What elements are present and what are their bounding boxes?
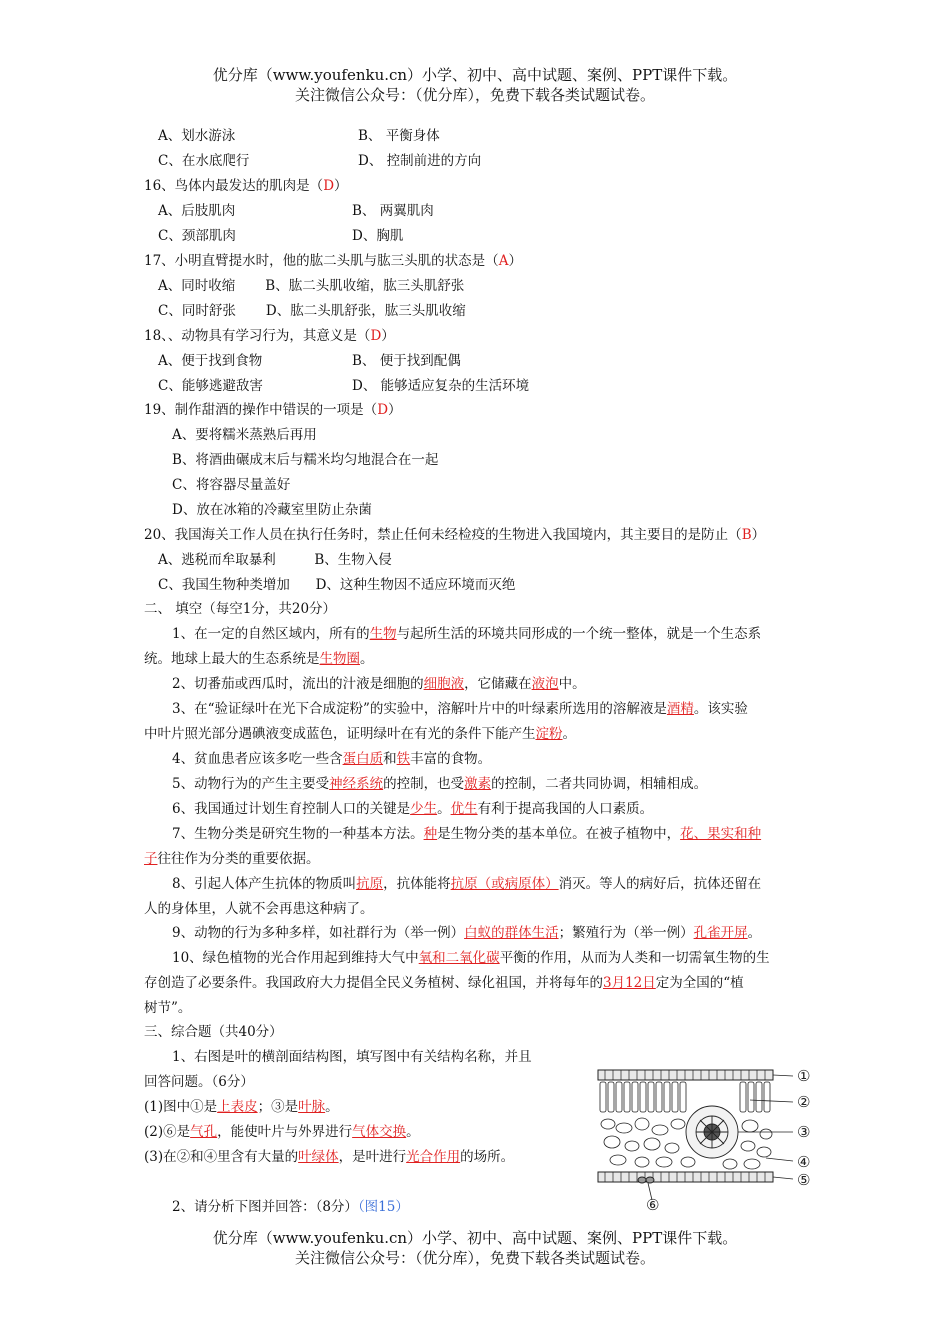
q18-option-a: A、便于找到食物 <box>158 353 263 369</box>
fill-2-answer-2: 液泡 <box>531 676 559 692</box>
q15-option-a: A、划水游泳 <box>158 128 236 144</box>
comp-1-part-3: (3)在②和④里含有大量的叶绿体，是叶进行光合作用的场所。 <box>144 1149 515 1165</box>
label-1: ① <box>797 1067 811 1085</box>
q17-answer: A <box>498 253 509 269</box>
fill-6-answer-1: 少生 <box>410 801 438 817</box>
fill-1-line-2: 统。地球上最大的生态系统是生物圈。 <box>144 651 374 667</box>
upper-epidermis <box>598 1070 773 1080</box>
q18-option-b: B、 便于找到配偶 <box>352 353 461 369</box>
q16-option-b: B、 两翼肌肉 <box>352 203 434 219</box>
fill-4-answer-1: 蛋白质 <box>342 751 384 767</box>
fill-7-answer-1: 种 <box>423 826 438 842</box>
footer-line-1: 优分库（www.youfenku.cn）小学、初中、高中试题、案例、PPT课件下载。 <box>212 1229 738 1247</box>
comp-1-answer-3: 气孔 <box>190 1124 218 1140</box>
footer-line-2: 关注微信公众号：（优分库），免费下载各类试题试卷。 <box>294 1249 655 1267</box>
fill-10-line-1: 10、绿色植物的光合作用起到维持大气中氧和二氧化碳平衡的作用，从而为人类和一切需氧生物的生 <box>172 950 770 966</box>
q19-stem: 19、制作甜酒的操作中错误的一项是（D） <box>144 402 402 418</box>
fill-2: 2、切番茄或西瓜时，流出的汁液是细胞的细胞液，它储藏在液泡中。 <box>172 676 586 692</box>
comp-2-stem: 2、请分析下图并回答：（8分）（图15） <box>172 1199 409 1215</box>
q20-stem: 20、我国海关工作人员在执行任务时，禁止任何未经检疫的生物进入我国境内，其主要目的是防止（B） <box>144 527 766 543</box>
label-2: ② <box>797 1093 811 1111</box>
page-header <box>0 65 950 105</box>
fill-10-answer-2: 3月12日 <box>603 975 656 991</box>
label-6: ⑥ <box>646 1196 660 1212</box>
q19-option-b: B、将酒曲碾成末后与糯米均匀地混合在一起 <box>172 452 439 468</box>
q15-option-c: C、在水底爬行 <box>158 153 250 169</box>
fill-9-answer-1: 白蚁的群体生活 <box>464 925 559 941</box>
comp-1-answer-6: 光合作用 <box>406 1149 461 1165</box>
comp-1-answer-1: 上表皮 <box>217 1099 258 1115</box>
fill-8-answer-2: 抗原（或病原体） <box>450 876 559 892</box>
q16-option-a: A、后肢肌肉 <box>158 203 236 219</box>
q19-answer: D <box>377 402 389 418</box>
q17-options-row-1: A、同时收缩 B、肱二头肌收缩，肱三头肌舒张 <box>158 278 465 294</box>
fill-8-line-2: 人的身体里，人就不会再患这种病了。 <box>144 901 374 917</box>
header-line-1: 优分库（www.youfenku.cn）小学、初中、高中试题、案例、PPT课件下载。 <box>212 66 738 84</box>
q15-option-b: B、 平衡身体 <box>358 128 440 144</box>
label-4: ④ <box>797 1153 811 1171</box>
comp-1-answer-5: 叶绿体 <box>298 1149 339 1165</box>
fill-8-answer-1: 抗原 <box>356 876 384 892</box>
q19-option-c: C、将容器尽量盖好 <box>172 477 291 493</box>
fill-6-answer-2: 优生 <box>450 801 478 817</box>
comp-1-answer-4: 气体交换 <box>352 1124 407 1140</box>
q16-option-d: D、胸肌 <box>352 228 404 244</box>
fill-1-answer-2: 生物圈 <box>319 651 360 667</box>
label-5: ⑤ <box>797 1171 811 1189</box>
fill-9-answer-2: 孔雀开屏 <box>693 925 748 941</box>
figure-reference: （图15） <box>357 1199 409 1215</box>
fill-5-answer-2: 激素 <box>464 776 492 792</box>
comp-1-stem-line-2: 回答问题。（6分） <box>144 1074 254 1090</box>
fill-9: 9、动物的行为多种多样，如社群行为（举一例）白蚁的群体生活；繁殖行为（举一例）孔雀开屏。 <box>172 925 762 941</box>
fill-1-answer-1: 生物 <box>369 626 397 642</box>
q20-options-row-1: A、逃税而牟取暴利 B、生物入侵 <box>158 552 392 568</box>
fill-5-answer-1: 神经系统 <box>329 776 384 792</box>
q18-option-c: C、能够逃避敌害 <box>158 378 263 394</box>
section-3-title: 三、综合题（共40分） <box>144 1024 283 1040</box>
q20-options-row-2: C、我国生物种类增加 D、这种生物因不适应环境而灭绝 <box>158 577 516 593</box>
fill-3-line-1: 3、在“验证绿叶在光下合成淀粉”的实验中，溶解叶片中的叶绿素所选用的溶解液是酒精。该实验 <box>172 701 748 717</box>
fill-10-answer-1: 氧和二氧化碳 <box>418 950 500 966</box>
q16-option-c: C、颈部肌肉 <box>158 228 236 244</box>
fill-7-answer-2a: 花、果实和种 <box>680 826 762 842</box>
q16-stem: 16、鸟体内最发达的肌肉是（D） <box>144 178 348 194</box>
fill-6: 6、我国通过计划生育控制人口的关键是少生。优生有利于提高我国的人口素质。 <box>172 801 654 817</box>
label-3: ③ <box>797 1123 811 1141</box>
q17-stem: 17、小明直臂提水时，他的肱二头肌与肱三头肌的状态是（A） <box>144 253 522 269</box>
fill-2-answer-1: 细胞液 <box>423 676 465 692</box>
fill-3-line-2: 中叶片照光部分遇碘液变成蓝色，证明绿叶在有光的条件下能产生淀粉。 <box>144 726 576 742</box>
q16-answer: D <box>323 178 335 194</box>
fill-7-answer-2b: 子 <box>144 851 158 867</box>
vein <box>686 1106 738 1158</box>
leaf-drawing <box>598 1070 793 1200</box>
fill-1-line-1: 1、在一定的自然区域内，所有的生物与起所生活的环境共同形成的一个统一整体，就是一个生态系 <box>172 626 762 642</box>
palisade-layer <box>600 1082 770 1112</box>
q20-answer: B <box>741 527 752 543</box>
q19-option-a: A、要将糯米蒸熟后再用 <box>172 427 317 443</box>
page-footer <box>0 1228 950 1268</box>
fill-3-answer-2: 淀粉 <box>535 726 563 742</box>
q18-answer: D <box>370 328 382 344</box>
header-line-2: 关注微信公众号：（优分库），免费下载各类试题试卷。 <box>294 86 655 104</box>
q17-options-row-2: C、同时舒张 D、肱二头肌舒张，肱三头肌收缩 <box>158 303 466 319</box>
q19-option-d: D、放在冰箱的冷藏室里防止杂菌 <box>172 502 372 518</box>
section-2-title: 二、 填空（每空1分，共20分） <box>144 601 337 617</box>
leaf-cross-section-figure <box>590 1062 820 1212</box>
fill-10-line-3: 树节”。 <box>144 1000 192 1016</box>
epidermis-cells <box>605 1070 765 1080</box>
fill-10-line-2: 存创造了必要条件。我国政府大力提倡全民义务植树、绿化祖国，并将每年的3月12日定为全国的“植 <box>144 975 744 991</box>
q15-option-d: D、 控制前进的方向 <box>358 153 482 169</box>
fill-4-answer-2: 铁 <box>396 751 411 767</box>
comp-1-part-2: (2)⑥是气孔，能使叶片与外界进行气体交换。 <box>144 1124 420 1140</box>
fill-5: 5、动物行为的产生主要受神经系统的控制，也受激素的控制，二者共同协调，相辅相成。 <box>172 776 708 792</box>
comp-1-part-1: (1)图中①是上表皮；③是叶脉。 <box>144 1099 339 1115</box>
fill-7-line-2: 子往往作为分类的重要依据。 <box>144 851 320 867</box>
fill-3-answer-1: 酒精 <box>666 701 694 717</box>
fill-8-line-1: 8、引起人体产生抗体的物质叫抗原，抗体能将抗原（或病原体）消灭。等人的病好后，抗体还留在 <box>172 876 762 892</box>
q18-option-d: D、 能够适应复杂的生活环境 <box>352 378 530 394</box>
q18-stem: 18、、动物具有学习行为，其意义是（D） <box>144 328 395 344</box>
comp-1-stem-line-1: 1、右图是叶的横剖面结构图，填写图中有关结构名称，并且 <box>172 1049 532 1065</box>
comp-1-answer-2: 叶脉 <box>298 1099 326 1115</box>
lower-epidermis-cells <box>605 1172 765 1182</box>
fill-7-line-1: 7、生物分类是研究生物的一种基本方法。种是生物分类的基本单位。在被子植物中，花、果实和种 <box>172 826 762 842</box>
fill-4: 4、贫血患者应该多吃一些含蛋白质和铁丰富的食物。 <box>172 751 492 767</box>
lower-epidermis <box>598 1172 773 1182</box>
